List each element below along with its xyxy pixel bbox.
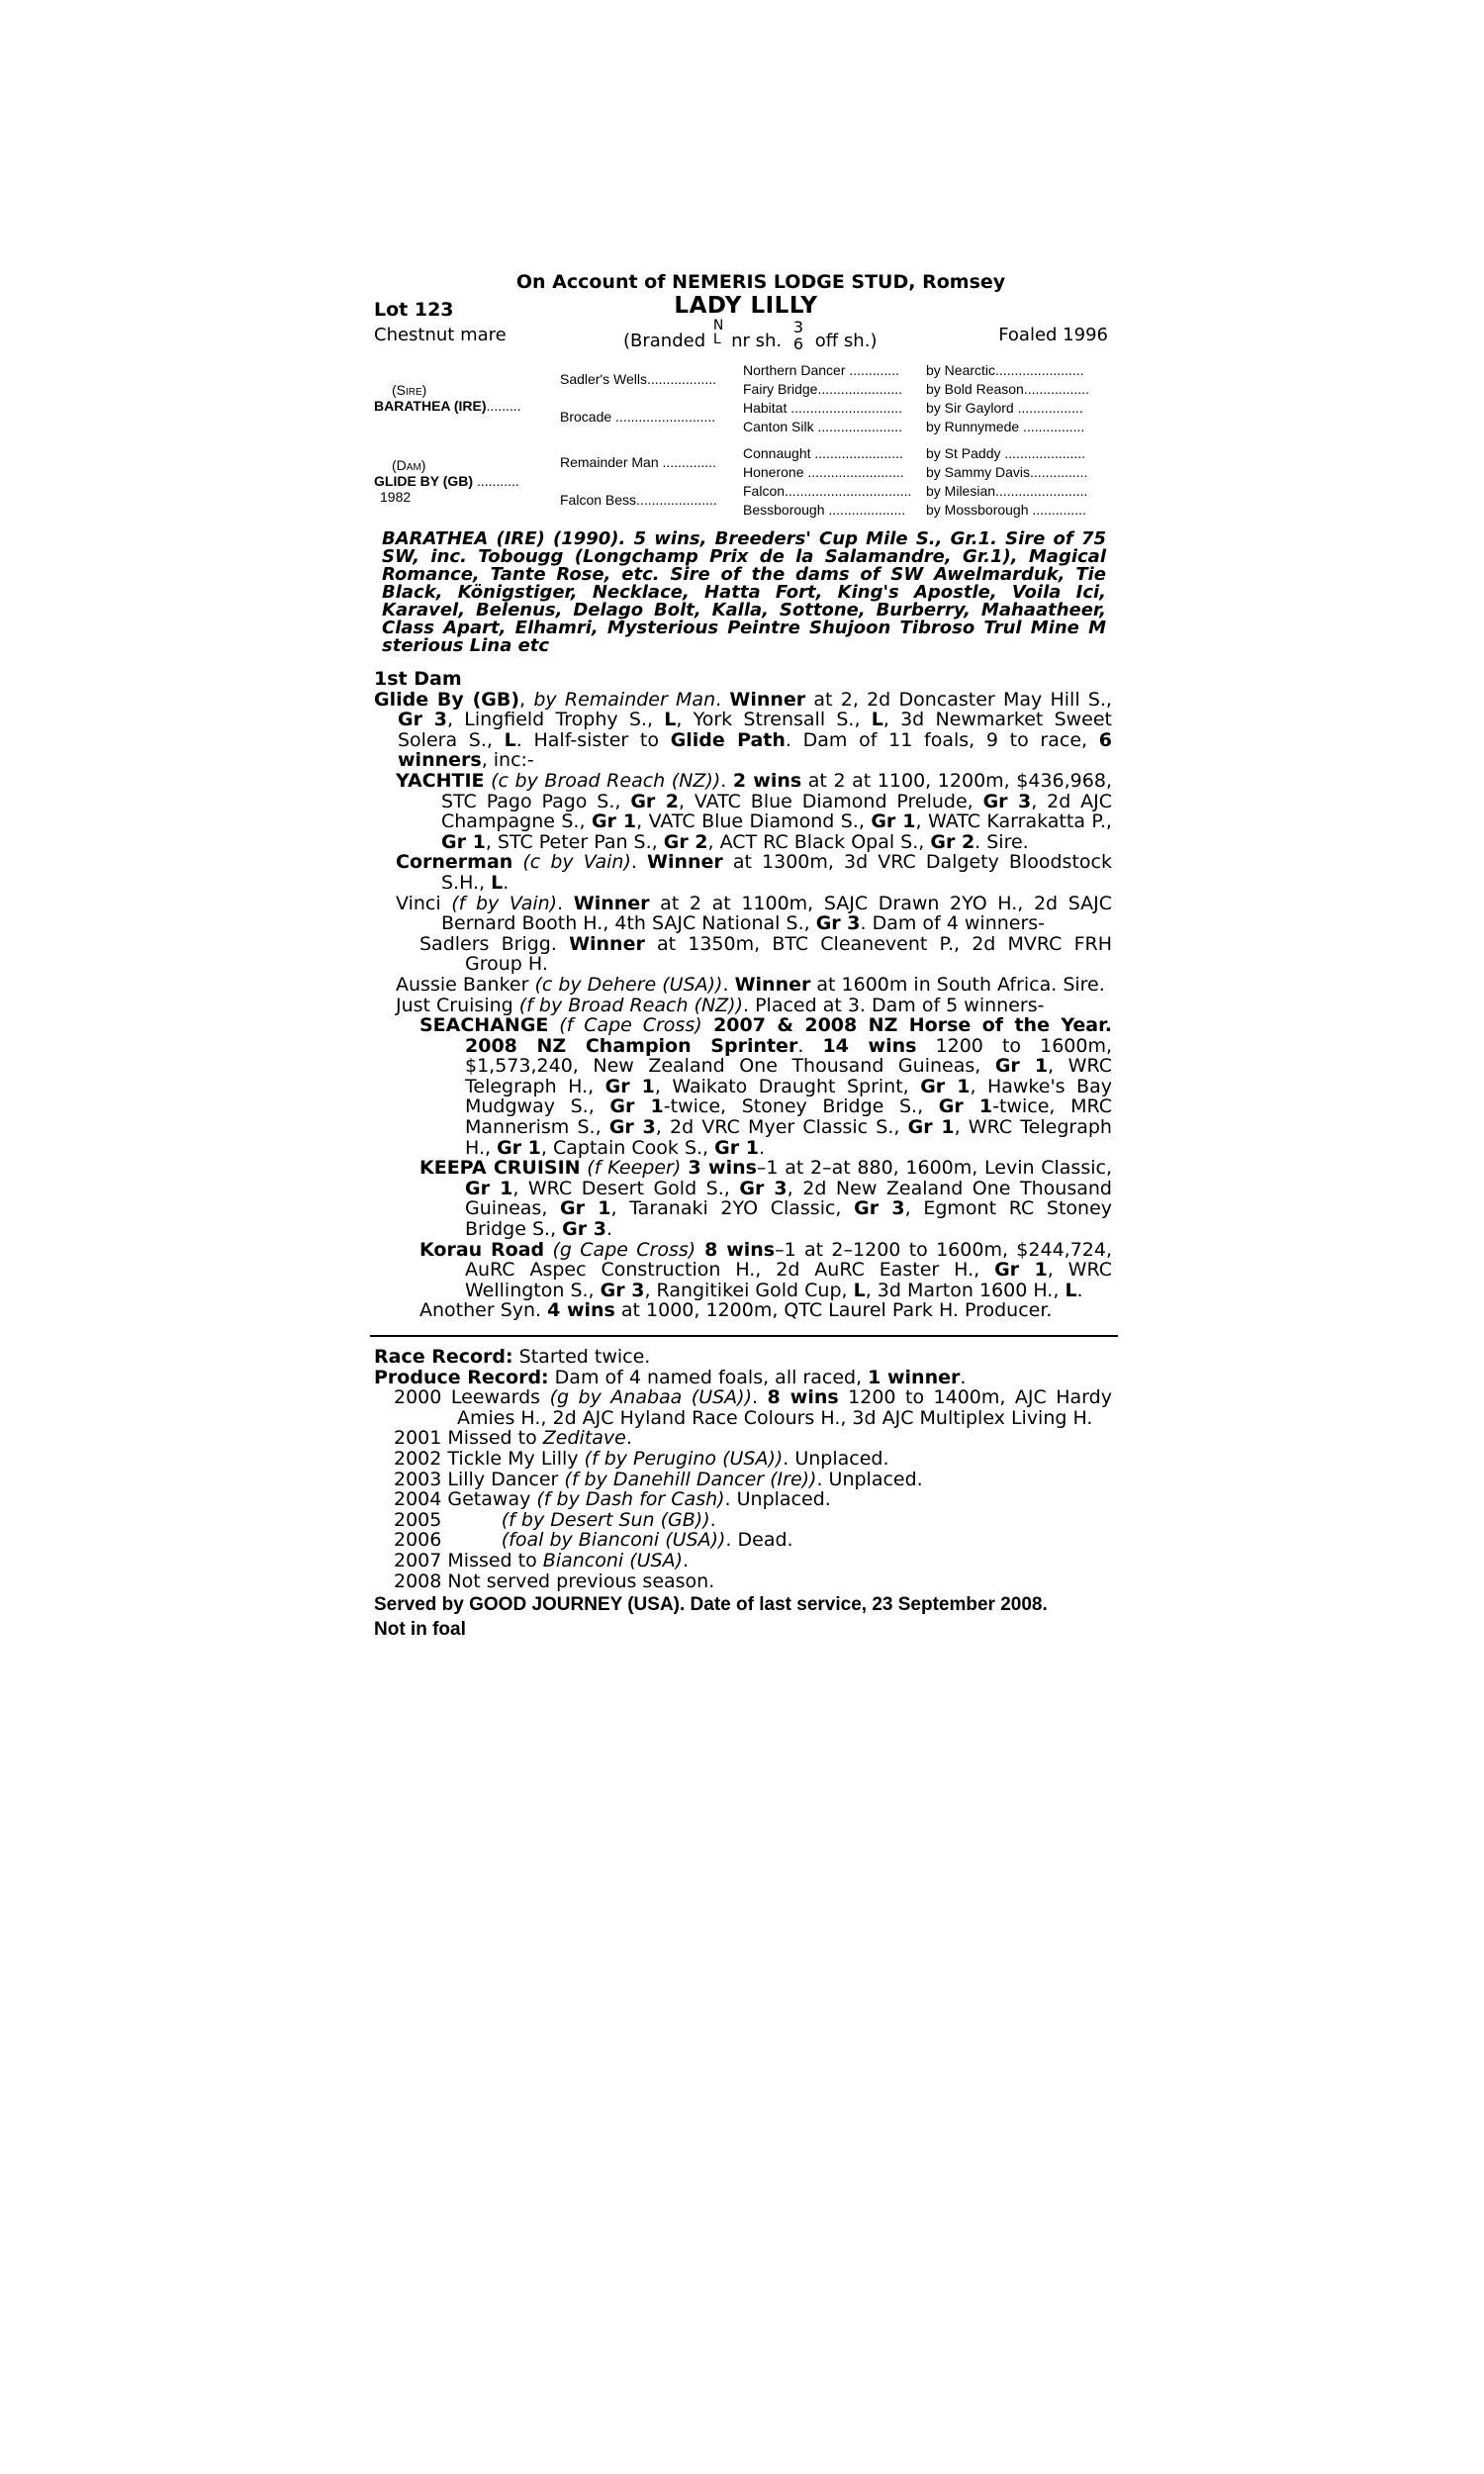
race-record: Race Record: Started twice. <box>374 1346 651 1368</box>
ped-gen2-2: Brocade .......................... <box>560 409 716 425</box>
brand-number: 3 6 <box>792 318 804 353</box>
progeny-entry: SEACHANGE (f Cape Cross) 2007 & 2008 NZ Horse of the Year. 2008 NZ Champion Sprinter. 14 wins 1200 to 1600m, $1,573,240, New Zealand One Thousand Guineas, Gr 1, WRC Telegraph H., Gr 1, Waikato Draught Sprint, Gr 1, Hawke's Bay Mudgway S., Gr 1-twice, Stoney Bridge S., Gr 1-twice, MRC Mannerism S., Gr 3, 2d VRC Myer Classic S., Gr 1, WRC Telegraph H., Gr 1, Captain Cook S., Gr 1. <box>419 1014 1113 1159</box>
ped-gen3-8: Bessborough .................... <box>743 501 906 518</box>
ped-gen2-4: Falcon Bess..................... <box>560 492 717 508</box>
produce-entry: 2005 (f by Desert Sun (GB)). <box>394 1508 716 1531</box>
progeny-list <box>374 771 1118 1321</box>
brand-off-side: off sh.) <box>814 331 878 351</box>
ped-gen4-4: by Runnymede ................ <box>926 418 1085 434</box>
ped-gen2-1: Sadler's Wells.................. <box>560 371 717 387</box>
produce-entry: 2002 Tickle My Lilly (f by Perugino (USA)). Unplaced. <box>394 1447 889 1470</box>
produce-entry: 2004 Getaway (f by Dash for Cash). Unplaced. <box>394 1488 831 1511</box>
first-dam-heading: 1st Dam <box>374 668 462 690</box>
dam-label: (Dam) <box>392 457 426 473</box>
ped-gen3-7: Falcon................................. <box>743 482 912 499</box>
ped-gen3-1: Northern Dancer ............. <box>743 361 899 378</box>
produce-entry: 2008 Not served previous season. <box>394 1570 715 1592</box>
records-section <box>374 1347 1118 1640</box>
progeny-entry: KEEPA CRUISIN (f Keeper) 3 wins–1 at 2–at 880, 1600m, Levin Classic, Gr 1, WRC Desert Gold S., Gr 3, 2d New Zealand One Thousand Guineas, Gr 1, Taranaki 2YO Classic, Gr 3, Egmont RC Stoney Bridge S., Gr 3. <box>419 1157 1113 1241</box>
brand-symbol-icon: N L <box>712 318 724 347</box>
ped-gen2-3: Remainder Man .............. <box>560 454 716 470</box>
vendor-line: On Account of NEMERIS LODGE STUD, Romsey <box>515 271 1006 293</box>
progeny-entry: Cornerman (c by Vain). Winner at 1300m, 3d VRC Dalgety Bloodstock S.H., L. <box>396 851 1112 894</box>
foal-status: Not in foal <box>374 1618 466 1640</box>
ped-gen3-3: Habitat ............................. <box>743 399 903 416</box>
ped-gen3-4: Canton Silk ...................... <box>743 418 903 434</box>
ped-gen4-1: by Nearctic....................... <box>926 361 1084 378</box>
ped-gen3-6: Honerone ......................... <box>743 463 904 480</box>
first-dam-text: Glide By (GB), by Remainder Man. Winner at 2, 2d Doncaster May Hill S., Gr 3, Lingfield Trophy S., L, York Strensall S., L, 3d Newmarket Sweet Solera S., L. Half-sister to Glide Path. Dam of 11 foals, 9 to race, 6 winners, inc:- <box>374 688 1113 772</box>
sire-name: BARATHEA (IRE)......... <box>374 398 521 414</box>
sire-summary: BARATHEA (IRE) (1990). 5 wins, Breeders' Cup Mile S., Gr.1. Sire of 75 SW, inc. Tobougg (Longchamp Prix de la Salamandre, Gr.1), Magical Romance, Tante Rose, etc. Sire of the dams of SW Awelmarduk, Tie Black, Königstiger, Necklace, Hatta Fort, King's Apostle, Voila Ici, Karavel, Belenus, Delago Bolt, Kalla, Sottone, Burberry, Mahaatheer, Class Apart, Elhamri, Mysterious Peintre Shujoon Tibroso Trul Mine M sterious Lina etc <box>382 528 1106 656</box>
description-row <box>374 318 1118 356</box>
produce-entry: 2003 Lilly Dancer (f by Danehill Dancer (Ire)). Unplaced. <box>394 1468 923 1490</box>
ped-gen3-5: Connaught ....................... <box>743 444 903 461</box>
horse-sex-colour: Chestnut mare <box>374 325 507 345</box>
produce-list <box>374 1387 1118 1591</box>
produce-entry: 2006 (foal by Bianconi (USA)). Dead. <box>394 1529 793 1552</box>
lot-number: Lot 123 <box>374 299 454 321</box>
progeny-entry: Vinci (f by Vain). Winner at 2 at 1100m, SAJC Drawn 2YO H., 2d SAJC Bernard Booth H., 4th SAJC National S., Gr 3. Dam of 4 winners- <box>396 892 1112 935</box>
dam-name: GLIDE BY (GB) ........... <box>374 473 519 489</box>
progeny-entry: Another Syn. 4 wins at 1000, 1200m, QTC Laurel Park H. Producer. <box>419 1299 1053 1322</box>
brand-info <box>623 318 878 358</box>
ped-gen4-6: by Sammy Davis............... <box>926 463 1088 480</box>
lot-row <box>374 293 1118 321</box>
brand-prefix: (Branded <box>623 331 706 351</box>
dam-year: 1982 <box>380 489 412 505</box>
progeny-entry: YACHTIE (c by Broad Reach (NZ)). 2 wins at 2 at 1100, 1200m, $436,968, STC Pago Pago S., Gr 2, VATC Blue Diamond Prelude, Gr 3, 2d AJC Champagne S., Gr 1, VATC Blue Diamond S., Gr 1, WATC Karrakatta P., Gr 1, STC Peter Pan S., Gr 2, ACT RC Black Opal S., Gr 2. Sire. <box>396 769 1112 853</box>
sire-label: (Sire) <box>392 382 427 398</box>
ped-gen4-2: by Bold Reason................. <box>926 380 1089 397</box>
progeny-entry: Aussie Banker (c by Dehere (USA)). Winner at 1600m in South Africa. Sire. <box>396 973 1105 996</box>
foaled-year: Foaled 1996 <box>998 325 1108 345</box>
progeny-entry: Korau Road (g Cape Cross) 8 wins–1 at 2–1200 to 1600m, $244,724, AuRC Aspec Construction H., 2d AuRC Easter H., Gr 1, WRC Wellington S., Gr 3, Rangitikei Gold Cup, L, 3d Marton 1600 H., L. <box>419 1238 1113 1301</box>
produce-entry: 2000 Leewards (g by Anabaa (USA)). 8 wins 1200 to 1400m, AJC Hardy Amies H., 2d AJC Hyland Race Colours H., 3d AJC Multiplex Living H. <box>394 1386 1119 1429</box>
catalogue-page <box>374 271 1118 1640</box>
ped-gen4-3: by Sir Gaylord ................. <box>926 399 1083 416</box>
produce-entry: 2007 Missed to Bianconi (USA). <box>394 1549 690 1571</box>
ped-gen3-2: Fairy Bridge...................... <box>743 380 903 397</box>
pedigree-table <box>374 360 1118 519</box>
first-dam-section <box>374 669 1118 1321</box>
produce-record: Produce Record: Dam of 4 named foals, all raced, 1 winner. <box>374 1366 967 1388</box>
section-divider <box>370 1335 1118 1337</box>
progeny-entry: Sadlers Brigg. Winner at 1350m, BTC Cleanevent P., 2d MVRC FRH Group H. <box>419 932 1113 976</box>
horse-name: LADY LILLY <box>674 293 818 319</box>
produce-entry: 2001 Missed to Zeditave. <box>394 1427 632 1450</box>
progeny-entry: Just Cruising (f by Broad Reach (NZ)). Placed at 3. Dam of 5 winners- <box>396 994 1045 1016</box>
ped-gen4-8: by Mossborough .............. <box>926 501 1086 518</box>
dam-cell <box>374 443 560 519</box>
ped-gen4-7: by Milesian........................ <box>926 482 1088 499</box>
brand-near-side: nr sh. <box>731 331 783 351</box>
sire-cell <box>374 360 560 435</box>
served-by: Served by GOOD JOURNEY (USA). Date of last service, 23 September 2008. <box>374 1594 1048 1616</box>
ped-gen4-5: by St Paddy ..................... <box>926 444 1086 461</box>
